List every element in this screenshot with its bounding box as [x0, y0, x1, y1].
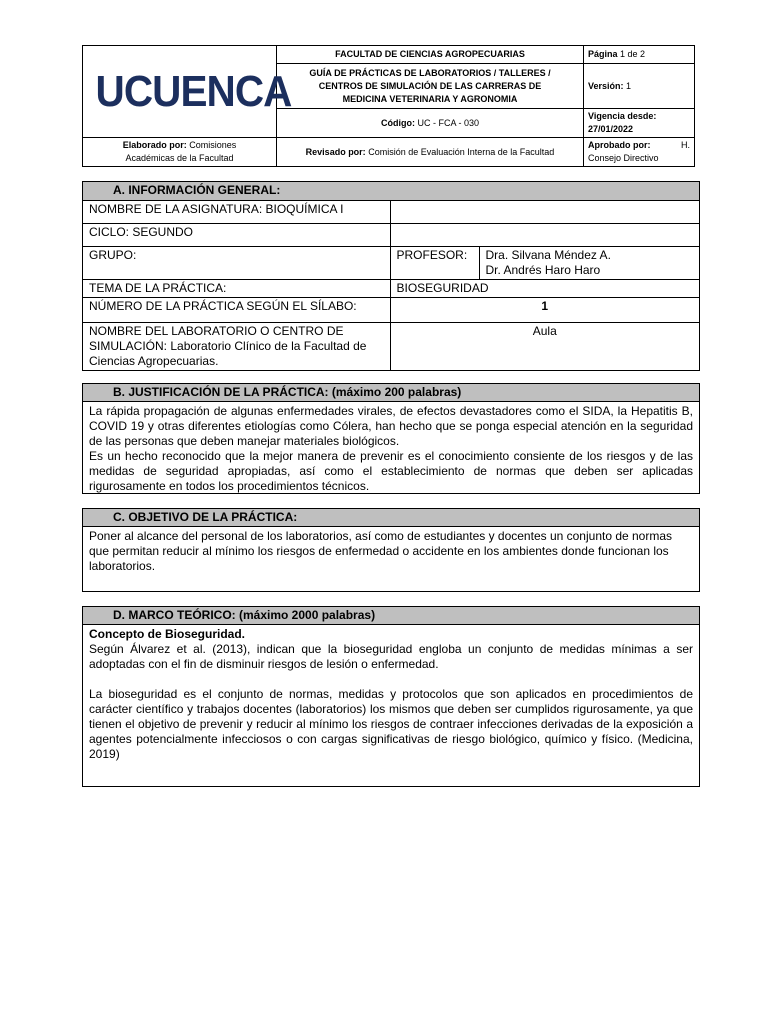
lab-name-value: Aula [390, 323, 699, 371]
professor-label: PROFESOR: [390, 247, 479, 280]
prepared-label: Elaborado por: [122, 140, 187, 150]
reviewed-value: Comisión de Evaluación Interna de la Facultad [368, 146, 555, 157]
guide-title [277, 64, 584, 109]
group: GRUPO: [83, 247, 390, 280]
validity-label: Vigencia desde: [588, 111, 657, 121]
paragraph: Según Álvarez et al. (2013), indican que la bioseguridad engloba un conjunto de medidas mínimas a ser adoptadas con el fin de disminuir riesgos de lesión o enfermedad. [89, 642, 693, 671]
topic-label: TEMA DE LA PRÁCTICA: [83, 280, 390, 298]
guide-title-line: MEDICINA VETERINARIA Y AGRONOMIA [342, 93, 518, 104]
section-a-title: A. INFORMACIÓN GENERAL: [83, 182, 699, 200]
approved-label: Aprobado por: [588, 140, 651, 150]
cycle-value [390, 224, 699, 247]
subject-value [390, 201, 699, 224]
code-label: Código: [380, 117, 415, 128]
validity [584, 109, 695, 138]
practice-number-value: 1 [390, 298, 699, 323]
topic-value: BIOSEGURIDAD [390, 280, 699, 298]
section-objective [82, 508, 700, 592]
prepared-by [83, 138, 277, 167]
professor-name: Dra. Silvana Méndez A. [485, 248, 611, 262]
paragraph: Es un hecho reconocido que la mejor manera de prevenir es el conocimiento consiente de los riesgos y de las medidas de seguridad apropiadas, así como el establecimiento de normas que deben ser aplicadas rigurosamente en todos los procedimientos técnicos. [89, 449, 693, 493]
version [584, 64, 695, 109]
version-value: 1 [626, 80, 632, 91]
paragraph: La bioseguridad es el conjunto de normas, medidas y protocolos que son aplicados en procedimientos de carácter científico y trabajos docentes (laboratorios) los mismos que deben ser cumplidos rigurosamente, ya que tienen el objetivo de prevenir y reducir al mínimo los riesgos de contraer infecciones derivadas de la exposición a agentes potencialmente infecciosos o con cargas significativas de riesgo biológico, químico y físico. (Medicina, 2019) [89, 687, 693, 761]
prepared-value-2: Académicas de la Facultad [125, 153, 234, 163]
reviewed-label: Revisado por: [305, 146, 366, 157]
practice-number-label: NÚMERO DE LA PRÁCTICA SEGÚN EL SÍLABO: [83, 298, 390, 323]
paragraph: La rápida propagación de algunas enfermedades virales, de efectos devastadores como el SIDA, la Hepatitis B, COVID 19 y otras diferentes etiologías como Cólera, han hecho que se ponga especial atención en la seguridad de las personas que deben manejar materiales biológicos. [89, 404, 693, 448]
document-header [82, 45, 695, 167]
guide-title-line: GUÍA DE PRÁCTICAS DE LABORATORIOS / TALLERES / [309, 67, 551, 78]
section-justification [82, 383, 700, 494]
subject-name: NOMBRE DE LA ASIGNATURA: BIOQUÍMICA I [83, 201, 390, 224]
section-c-body [83, 527, 699, 574]
cycle: CICLO: SEGUNDO [83, 224, 390, 247]
code-value: UC - FCA - 030 [417, 117, 480, 128]
page-number [584, 46, 695, 64]
paragraph: Poner al alcance del personal de los laboratorios, así como de estudiantes y docentes un conjunto de normas que permitan reducir al mínimo los riesgos de enfermedad o accidente en los ambientes donde funcionan los laboratorios. [89, 529, 673, 573]
document-code [277, 109, 584, 138]
page-label: Página [588, 49, 618, 59]
logo-cell [83, 46, 292, 138]
version-label: Versión: [588, 80, 624, 91]
approved-value-2: Consejo Directivo [588, 153, 659, 163]
guide-title-line: CENTROS DE SIMULACIÓN DE LAS CARRERAS DE [318, 80, 542, 91]
professor-name: Dr. Andrés Haro Haro [485, 263, 601, 277]
approved-by [584, 138, 695, 167]
section-b-title: B. JUSTIFICACIÓN DE LA PRÁCTICA: (máximo 200 palabras) [83, 384, 699, 402]
university-logo: UCUENCA [95, 66, 292, 116]
prepared-value: Comisiones [189, 140, 237, 150]
section-d-body [83, 625, 699, 762]
faculty-name: FACULTAD DE CIENCIAS AGROPECUARIAS [277, 46, 584, 64]
general-info-table [83, 200, 699, 370]
section-theoretical-framework [82, 606, 700, 787]
lab-name-label: NOMBRE DEL LABORATORIO O CENTRO DE SIMULACIÓN: Laboratorio Clínico de la Facultad de Ciencias Agropecuarias. [83, 323, 390, 371]
reviewed-by [277, 138, 584, 167]
page-value: 1 de 2 [620, 49, 646, 59]
section-general-info [82, 181, 700, 371]
validity-value: 27/01/2022 [588, 124, 634, 134]
section-d-title: D. MARCO TEÓRICO: (máximo 2000 palabras) [83, 607, 699, 625]
approved-value: H. [681, 140, 690, 150]
section-b-body [83, 402, 699, 494]
professor-names [479, 247, 699, 280]
section-c-title: C. OBJETIVO DE LA PRÁCTICA: [83, 509, 699, 527]
section-d-subtitle: Concepto de Bioseguridad. [89, 627, 246, 641]
